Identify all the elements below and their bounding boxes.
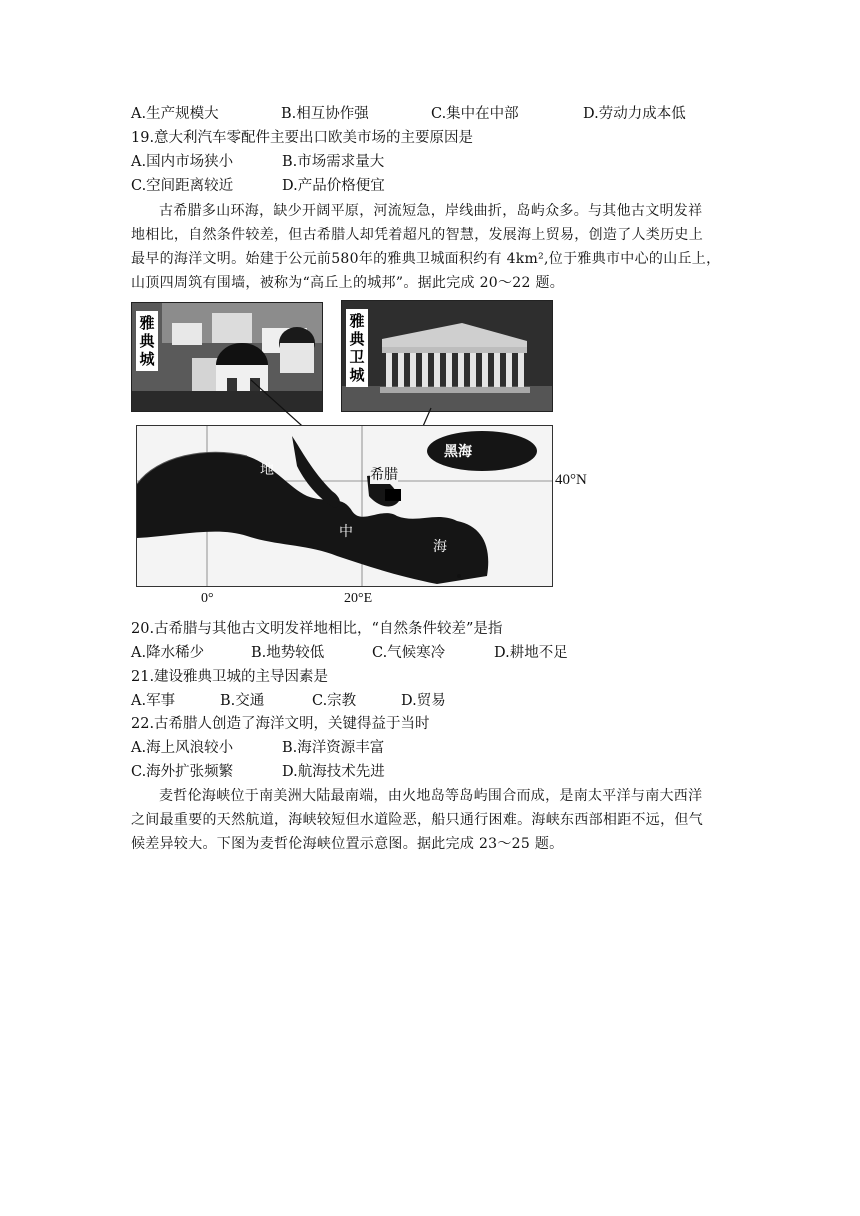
q20-option-b: B.地势较低 <box>251 645 325 661</box>
passage-greece-line3: 最早的海洋文明。始建于公元前580年的雅典卫城面积约有 4km²,位于雅典市中心的山丘上， <box>131 251 721 267</box>
label-med-hai: 海 <box>433 539 447 555</box>
q22-option-c: C.海外扩张频繁 <box>131 764 234 780</box>
label-athens-city: 雅典城 <box>136 311 158 371</box>
label-40n: 40°N <box>555 472 587 488</box>
q18-option-b: B.相互协作强 <box>281 106 369 122</box>
q20-stem: 20.古希腊与其他古文明发祥地相比，“自然条件较差”是指 <box>131 621 503 637</box>
q19-stem: 19.意大利汽车零配件主要出口欧美市场的主要原因是 <box>131 130 474 146</box>
q18-option-d: D.劳动力成本低 <box>583 106 686 122</box>
q18-option-c: C.集中在中部 <box>431 106 519 122</box>
q19-options-row1 <box>131 152 384 172</box>
q20-option-c: C.气候寒冷 <box>372 645 446 661</box>
label-acropolis: 雅典卫城 <box>346 309 368 387</box>
passage-magellan <box>131 784 731 856</box>
q18-option-a: A.生产规模大 <box>131 106 219 122</box>
q19-option-a: A.国内市场狭小 <box>131 154 234 170</box>
q18-options <box>131 104 686 124</box>
label-med-zhong: 中 <box>339 524 353 540</box>
passage-magellan-line3: 候差异较大。下图为麦哲伦海峡位置示意图。据此完成 23～25 题。 <box>131 836 564 852</box>
q19-option-b: B.市场需求量大 <box>282 154 385 170</box>
q21-option-b: B.交通 <box>220 693 265 709</box>
passage-magellan-line2: 之间最重要的天然航道，海峡较短但水道险恶，船只通行困难。海峡东西部相距不远，但气 <box>131 812 703 828</box>
q22-option-d: D.航海技术先进 <box>282 764 385 780</box>
label-0-deg: 0° <box>201 591 214 606</box>
q21-options <box>131 691 446 711</box>
q20-options <box>131 643 568 663</box>
label-greece: 希腊 <box>370 464 398 484</box>
passage-greece-line4: 山顶四周筑有围墙，被称为“高丘上的城邦”。据此完成 20～22 题。 <box>131 275 565 291</box>
q19-option-d: D.产品价格便宜 <box>282 178 385 194</box>
label-black-sea: 黑海 <box>444 444 472 460</box>
q20-option-d: D.耕地不足 <box>494 645 568 661</box>
q21-option-c: C.宗教 <box>312 693 357 709</box>
q22-option-b: B.海洋资源丰富 <box>282 740 385 756</box>
q19-options-row2 <box>131 176 385 196</box>
q22-options-row2 <box>131 762 385 782</box>
q21-stem: 21.建设雅典卫城的主导因素是 <box>131 669 329 685</box>
athens-map-figure <box>131 300 587 610</box>
q22-option-a: A.海上风浪较小 <box>131 740 234 756</box>
passage-magellan-line1: 麦哲伦海峡位于南美洲大陆最南端，由火地岛等岛屿围合而成，是南太平洋与南大西洋 <box>159 788 703 804</box>
label-med-di: 地 <box>260 462 274 478</box>
q22-options-row1 <box>131 738 384 758</box>
passage-greece-line2: 地相比，自然条件较差，但古希腊人却凭着超凡的智慧，发展海上贸易，创造了人类历史上 <box>131 227 703 243</box>
label-20e: 20°E <box>344 591 373 606</box>
q21-option-a: A.军事 <box>131 693 176 709</box>
passage-greece <box>131 199 731 295</box>
map-shapes <box>137 426 552 586</box>
q21-option-d: D.贸易 <box>401 693 446 709</box>
q20-option-a: A.降水稀少 <box>131 645 205 661</box>
mediterranean-map <box>136 425 553 587</box>
q19-option-c: C.空间距离较近 <box>131 178 234 194</box>
q22-stem: 22.古希腊人创造了海洋文明，关键得益于当时 <box>131 716 430 732</box>
passage-greece-line1: 古希腊多山环海，缺少开阔平原，河流短急，岸线曲折，岛屿众多。与其他古文明发祥 <box>159 203 703 219</box>
